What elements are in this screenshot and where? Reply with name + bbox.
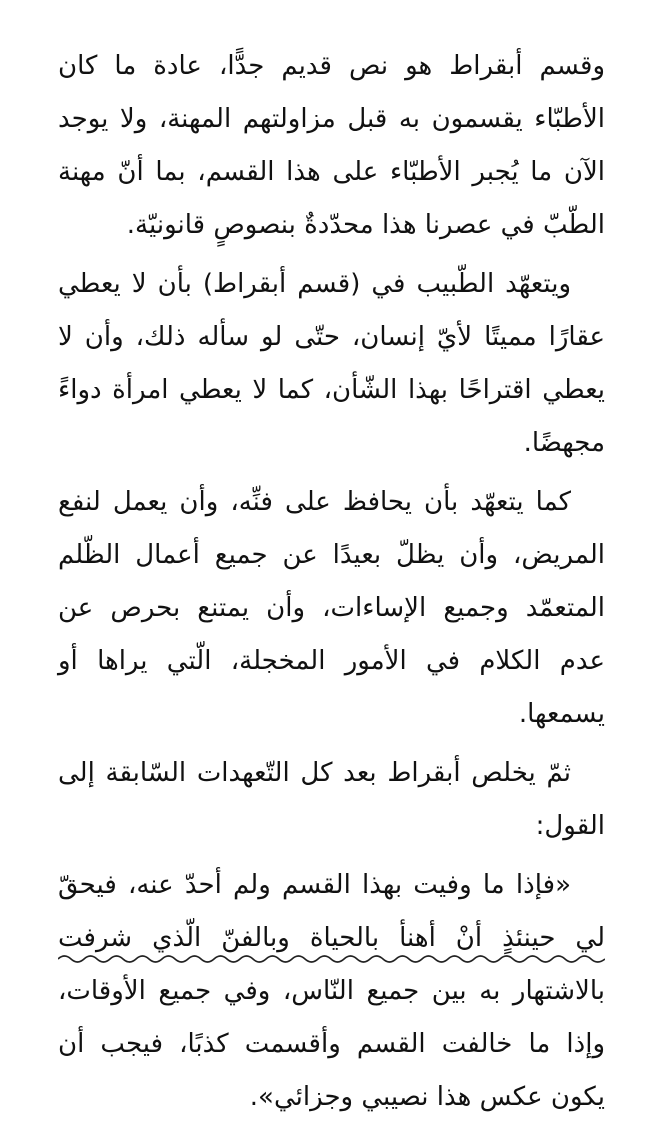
paragraph-2: ويتعهّد الطّبيب في (قسم أبقراط) بأن لا يعطي عقارًا مميتًا لأيّ إنسان، حتّى لو سأله ذلك، وأن لا يعطي اقتراحًا بهذا الشّأن، كما لا يعطي امرأة دواءً مجهضًا. — [58, 269, 605, 458]
wavy-divider — [58, 952, 605, 966]
paragraph-3: كما يتعهّد بأن يحافظ على فنِّه، وأن يعمل لنفع المريض، وأن يظلّ بعيدًا عن جميع أعمال الظّلم المتعمّد وجميع الإساءات، وأن يمتنع بحرص عن عدم الكلام في الأمور المخجلة، الّتي يراها أو يسمعها. — [58, 487, 605, 729]
paragraph-1: وقسم أبقراط هو نص قديم جدًّا، عادة ما كان الأطبّاء يقسمون به قبل مزاولتهم المهنة، ولا يوجد الآن ما يُجبر الأطبّاء على هذا القسم، بما أنّ مهنة الطّبّ في عصرنا هذا محدّدةٌ بنصوصٍ قانونيّة. — [58, 51, 605, 240]
document-body — [58, 40, 605, 1130]
paragraph-4: ثمّ يخلص أبقراط بعد كل التّعهدات السّابقة إلى القول: — [58, 758, 605, 841]
paragraph-5-quote: «فإذا ما وفيت بهذا القسم ولم أحدّ عنه، فيحقّ لي حينئذٍ أنْ أهنأ بالحياة وبالفنّ الّذي شرفت بالاشتهار به بين جميع النّاس، وفي جميع الأوقات، وإذا ما خالفت القسم وأقسمت كذبًا، فيجب أن يكون عكس هذا نصيبي وجزائي». — [58, 870, 605, 1112]
